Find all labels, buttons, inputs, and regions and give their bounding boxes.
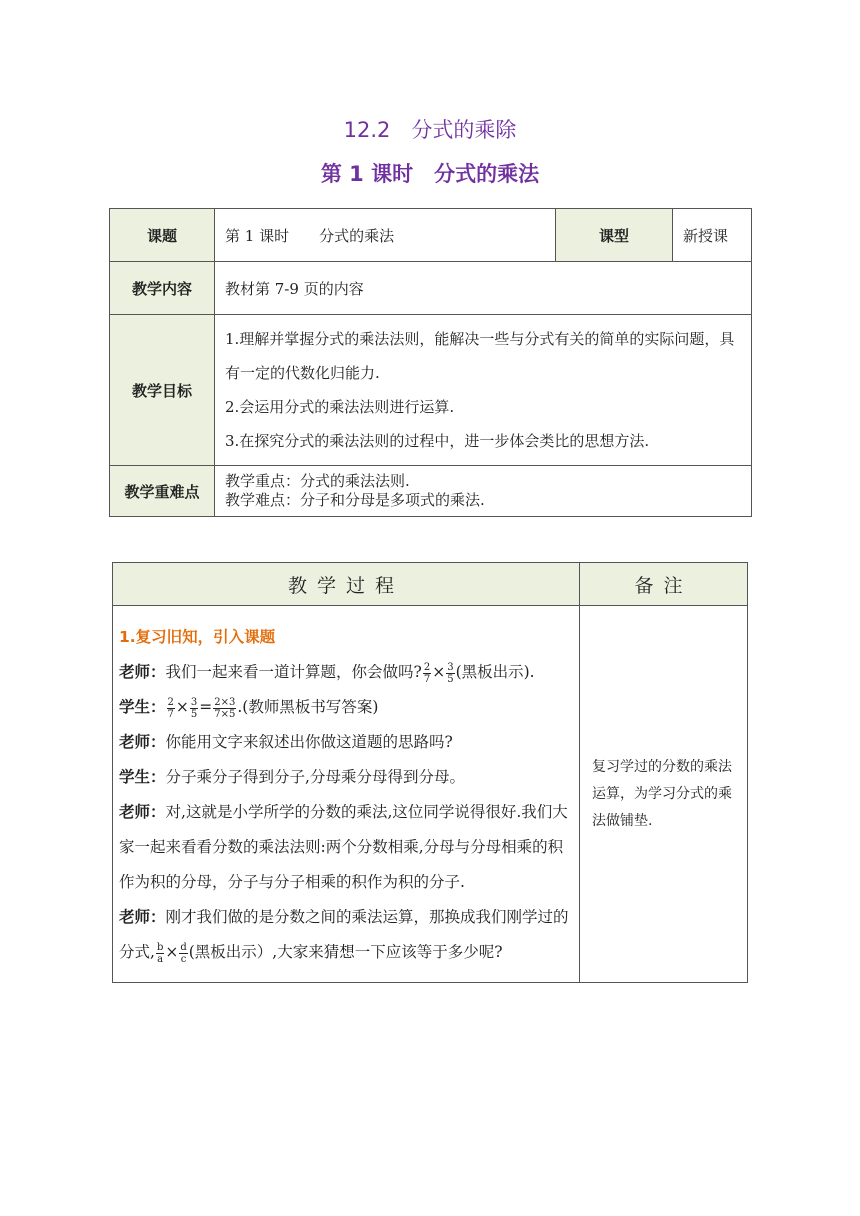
fraction: $\frac{2}{7}$ [167,696,174,720]
fraction: $\frac{3}{5}$ [190,696,198,720]
dialogue-line [119,655,571,690]
keypoints-value [215,466,752,517]
process-content [113,606,580,983]
lesson-subtitle: 第 1 课时 分式的乘法 [320,162,540,186]
lesson-title: 12.2 分式的乘除 [343,118,517,142]
section-heading: 1.复习旧知，引入课题 [119,628,276,646]
dialogue-text: (黑板出示）,大家来猜想一下应该等于多少呢? [188,943,503,961]
goal-item: 3.在探究分式的乘法法则的过程中，进一步体会类比的思想方法. [225,432,650,450]
dialogue-line [119,690,571,725]
note-text: 复习学过的分数的乘法运算，为学习分式的乘法做铺垫. [580,606,748,983]
equals-sign: = [199,698,213,716]
process-header: 教学过程 [113,563,580,606]
dialogue-text: 分子乘分子得到分子,分母乘分母得到分母。 [165,768,465,786]
goals-label: 教学目标 [110,315,215,466]
times-sign: × [165,943,179,961]
teacher-label: 老师： [119,803,166,821]
times-sign: × [432,663,446,681]
key-difficulty: 教学难点：分子和分母是多项式的乘法. [225,491,485,509]
key-focus: 教学重点：分式的乘法法则. [225,472,410,490]
fraction: $\frac{3}{5}$ [447,661,454,685]
keypoints-label: 教学重难点 [110,466,215,517]
dialogue-text: .(教师黑板书写答案) [237,698,379,716]
student-label: 学生： [119,698,166,716]
times-sign: × [175,698,189,716]
fraction: $\frac{2\times 3}{7\times 5}$ [214,696,236,720]
goal-item: 2.会运用分式的乘法法则进行运算. [225,398,455,416]
dialogue-text: (黑板出示). [455,663,535,681]
teacher-label: 老师： [119,733,166,751]
content-value: 教材第 7-9 页的内容 [215,262,752,315]
dialogue-line [119,725,571,760]
fraction: $\frac{b}{a}$ [156,941,164,965]
student-label: 学生： [119,768,166,786]
content-label: 教学内容 [110,262,215,315]
note-header: 备注 [580,563,748,606]
goal-item: 1.理解并掌握分式的乘法法则，能解决一些与分式有关的简单的实际问题，具有一定的代数化归能力. [225,330,735,382]
teacher-label: 老师： [119,663,166,681]
dialogue-line [119,760,571,795]
type-label: 课型 [556,209,673,262]
fraction: $\frac{d}{c}$ [180,941,187,965]
dialogue-line [119,900,571,970]
lesson-info-table [109,208,752,517]
type-value: 新授课 [673,209,752,262]
dialogue-text: 我们一起来看一道计算题，你会做吗? [165,663,422,681]
dialogue-text: 刚才我们做的是分数之间的乘法运算，那换成我们刚学过的分式, [119,908,569,961]
dialogue-text: 对,这就是小学所学的分数的乘法,这位同学说得很好.我们大家一起来看看分数的乘法法则:两个分数相乘,分母与分母相乘的积作为积的分母，分子与分子相乘的积作为积的分子. [119,803,568,891]
topic-label: 课题 [110,209,215,262]
dialogue-text: 你能用文字来叙述出你做这道题的思路吗? [165,733,453,751]
goals-list [215,315,752,466]
teacher-label: 老师： [119,908,166,926]
topic-value: 第 1 课时 分式的乘法 [215,209,556,262]
dialogue-line [119,795,571,900]
teaching-process-table [112,562,748,983]
fraction: $\frac{2}{7}$ [423,661,431,685]
